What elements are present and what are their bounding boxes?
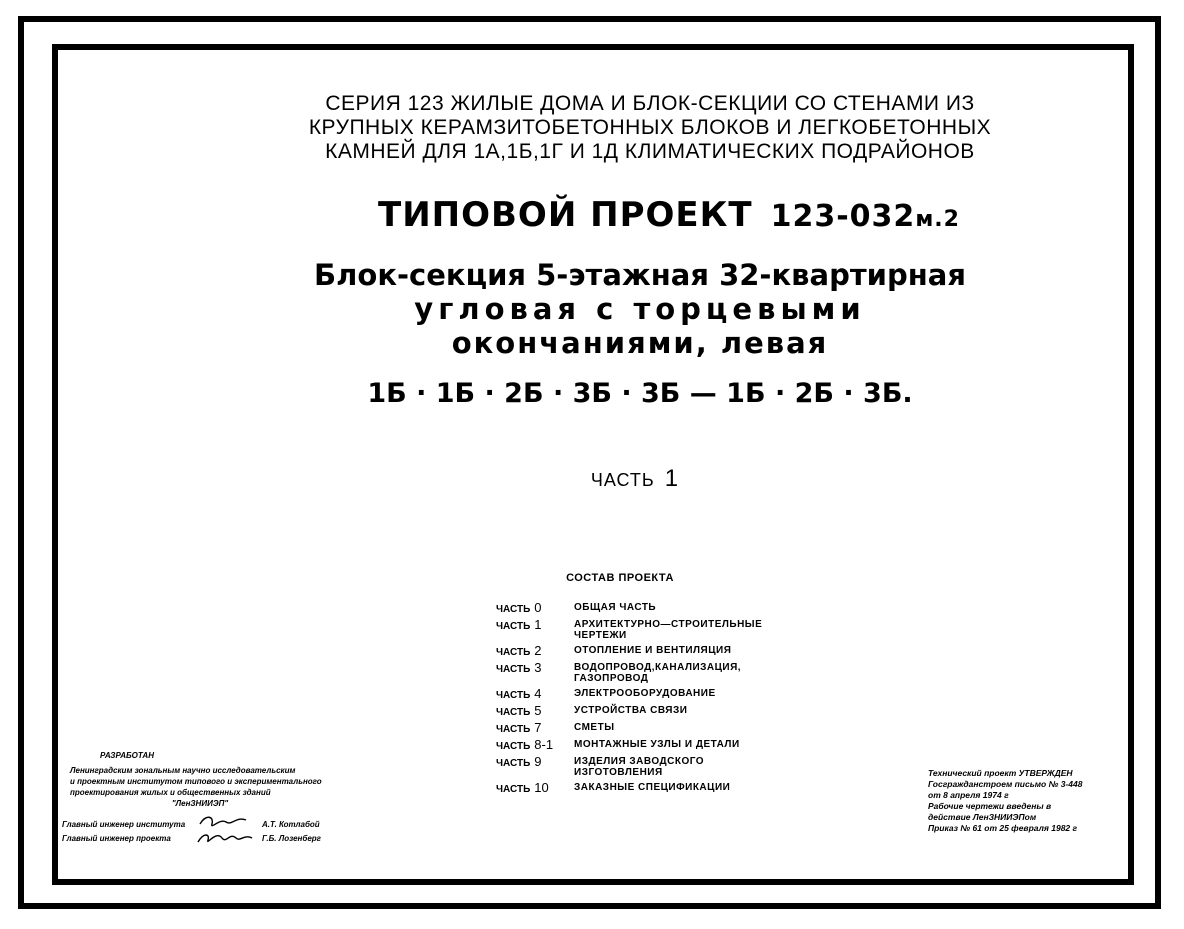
part-item-number: 2 (534, 643, 542, 658)
part-item-label: ЧАСТЬ (496, 621, 531, 632)
part-item-number: 0 (534, 600, 542, 615)
developer-heading: РАЗРАБОТАН (100, 751, 154, 760)
part-item-label: ЧАСТЬ (496, 647, 531, 658)
list-item (496, 703, 796, 718)
list-item (496, 617, 796, 641)
signature-role: Главный инженер проекта (62, 834, 171, 843)
signature-scrawl (196, 810, 256, 850)
approval-line-2: Госгражданстроем письмо № 3-448 (928, 779, 1083, 789)
list-item (496, 686, 796, 701)
part-item-label: ЧАСТЬ (496, 604, 531, 615)
series-line-1: СЕРИЯ 123 ЖИЛЫЕ ДОМА И БЛОК-СЕКЦИИ СО СТЕНАМИ ИЗ (325, 92, 975, 115)
list-item (496, 660, 796, 684)
part-item-number: 1 (534, 617, 542, 632)
part-item-label: ЧАСТЬ (496, 741, 531, 752)
composition-title: СОСТАВ ПРОЕКТА (566, 572, 674, 584)
composition-list (496, 600, 796, 797)
part-item-label: ЧАСТЬ (496, 707, 531, 718)
part-item-text: СМЕТЫ (574, 722, 615, 733)
part-item-text: ОБЩАЯ ЧАСТЬ (574, 602, 657, 613)
approval-line-1: Технический проект УТВЕРЖДЕН (928, 768, 1073, 778)
part-item-label: ЧАСТЬ (496, 690, 531, 701)
approval-line-3: от 8 апреля 1974 г (928, 790, 1009, 800)
signature-name: А.Т. Котлабой (262, 820, 320, 829)
approval-line-4: Рабочие чертежи введены в (928, 801, 1052, 811)
title-line-1: Блок-секция 5-этажная 32-квартирная (314, 258, 966, 292)
part-item-number: 5 (534, 703, 542, 718)
part-item-number: 7 (534, 720, 542, 735)
part-item-text: ЭЛЕКТРООБОРУДОВАНИЕ (574, 688, 716, 699)
part-item-text: ЗАКАЗНЫЕ СПЕЦИФИКАЦИИ (574, 782, 731, 793)
list-item (496, 720, 796, 735)
project-title (378, 195, 960, 235)
block-section-title (240, 258, 1040, 360)
part-item-number: 9 (534, 754, 542, 769)
title-line-3: окончаниями, левая (451, 326, 829, 360)
part-item-label: ЧАСТЬ (496, 724, 531, 735)
part-label: ЧАСТЬ (590, 470, 655, 490)
part-item-number: 4 (534, 686, 542, 701)
series-heading (280, 92, 1020, 164)
list-item (496, 780, 796, 795)
series-line-3: КАМНЕЙ ДЛЯ 1А,1Б,1Г И 1Д КЛИМАТИЧЕСКИХ ПОДРАЙОНОВ (325, 140, 975, 163)
list-item (496, 754, 796, 778)
project-label: ТИПОВОЙ ПРОЕКТ (378, 195, 753, 235)
part-item-text: МОНТАЖНЫЕ УЗЛЫ И ДЕТАЛИ (574, 739, 740, 750)
part-item-text: ИЗДЕЛИЯ ЗАВОДСКОГО ИЗГОТОВЛЕНИЯ (574, 756, 705, 778)
part-heading (560, 465, 710, 493)
part-item-label: ЧАСТЬ (496, 784, 531, 795)
part-item-number: 8-1 (534, 737, 554, 752)
part-item-text: ОТОПЛЕНИЕ И ВЕНТИЛЯЦИЯ (574, 645, 732, 656)
part-item-label: ЧАСТЬ (496, 664, 531, 675)
project-code (771, 199, 960, 234)
title-line-2: угловая с торцевыми (414, 292, 866, 326)
section-formula: 1Б · 1Б · 2Б · 3Б · 3Б — 1Б · 2Б · 3Б. (367, 378, 913, 409)
part-item-label: ЧАСТЬ (496, 758, 531, 769)
project-code-number: 123-032 (770, 199, 916, 234)
approval-line-6: Приказ № 61 от 25 февраля 1982 г (928, 823, 1078, 833)
signature-row (62, 820, 320, 829)
list-item (496, 737, 796, 752)
signature-row (62, 834, 321, 843)
developer-line-2: и проектным институтом типового и экспериментального (70, 777, 322, 786)
part-item-text: УСТРОЙСТВА СВЯЗИ (574, 705, 688, 716)
series-line-2: КРУПНЫХ КЕРАМЗИТОБЕТОННЫХ БЛОКОВ И ЛЕГКОБЕТОННЫХ (308, 116, 992, 139)
part-item-number: 10 (534, 780, 549, 795)
part-item-text: АРХИТЕКТУРНО—СТРОИТЕЛЬНЫЕ ЧЕРТЕЖИ (574, 619, 763, 641)
signature-role: Главный инженер института (62, 820, 186, 829)
project-code-suffix: м.2 (915, 207, 960, 232)
approval-line-5: действие ЛенЗНИИЭПом (928, 812, 1037, 822)
developer-line-3: проектирования жилых и общественных зданий (70, 788, 271, 797)
part-item-text: ВОДОПРОВОД,КАНАЛИЗАЦИЯ, ГАЗОПРОВОД (574, 662, 742, 684)
signature-name: Г.Б. Лозенберг (262, 834, 321, 843)
approval-block (928, 768, 1128, 834)
part-item-number: 3 (534, 660, 542, 675)
developer-line-4: "ЛенЗНИИЭП" (171, 799, 229, 808)
developer-block (70, 750, 370, 809)
developer-line-1: Ленинградским зональным научно исследовательским (70, 766, 296, 775)
part-number: 1 (664, 465, 680, 492)
list-item (496, 643, 796, 658)
list-item (496, 600, 796, 615)
